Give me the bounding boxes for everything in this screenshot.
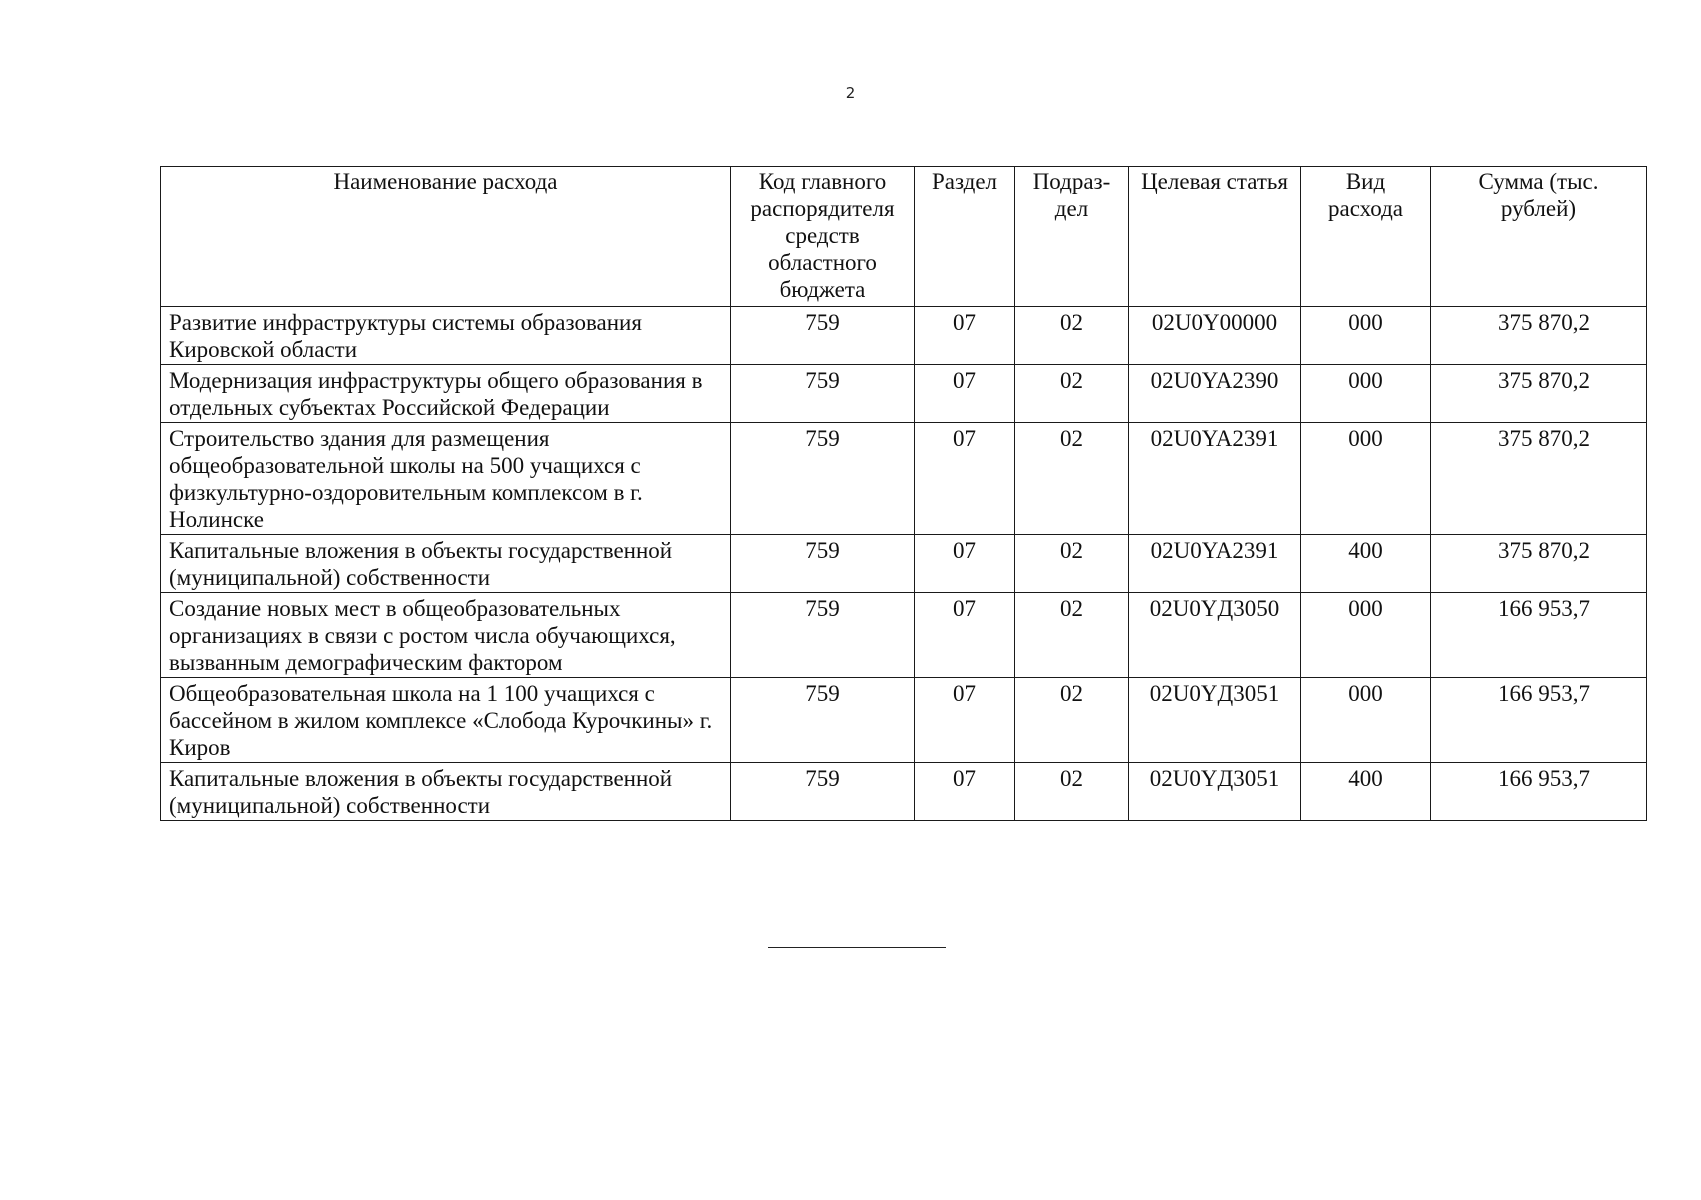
- table-row: [161, 763, 1647, 821]
- subsection-cell: 02: [1015, 763, 1129, 821]
- expense-name-cell: Создание новых мест в общеобразовательных организациях в связи с ростом числа обучающихся, вызванным демографическим фактором: [161, 593, 731, 678]
- expense-type-cell: 400: [1301, 763, 1431, 821]
- administrator-code-cell: 759: [731, 535, 915, 593]
- expense-type-cell: 000: [1301, 593, 1431, 678]
- header-chief-administrator-code: Код главного распорядителя средств областного бюджета: [731, 167, 915, 307]
- expense-type-cell: 000: [1301, 307, 1431, 365]
- administrator-code-cell: 759: [731, 593, 915, 678]
- administrator-code-cell: 759: [731, 307, 915, 365]
- end-of-document-rule: [768, 947, 946, 948]
- amount-cell: 375 870,2: [1431, 535, 1647, 593]
- target-article-cell: 02U0YД3051: [1129, 763, 1301, 821]
- section-cell: 07: [915, 593, 1015, 678]
- page-number: 2: [845, 84, 856, 102]
- target-article-cell: 02U0YA2390: [1129, 365, 1301, 423]
- subsection-cell: 02: [1015, 678, 1129, 763]
- table-header-row: [161, 167, 1647, 307]
- target-article-cell: 02U0YA2391: [1129, 423, 1301, 535]
- header-target-article: Целевая статья: [1129, 167, 1301, 307]
- expense-type-cell: 000: [1301, 423, 1431, 535]
- header-subsection: Подраз- дел: [1015, 167, 1129, 307]
- subsection-cell: 02: [1015, 535, 1129, 593]
- amount-cell: 166 953,7: [1431, 678, 1647, 763]
- section-cell: 07: [915, 678, 1015, 763]
- header-expense-type: Вид расхода: [1301, 167, 1431, 307]
- target-article-cell: 02U0YД3051: [1129, 678, 1301, 763]
- target-article-cell: 02U0Y00000: [1129, 307, 1301, 365]
- administrator-code-cell: 759: [731, 678, 915, 763]
- expense-type-cell: 400: [1301, 535, 1431, 593]
- administrator-code-cell: 759: [731, 763, 915, 821]
- header-section: Раздел: [915, 167, 1015, 307]
- section-cell: 07: [915, 307, 1015, 365]
- amount-cell: 166 953,7: [1431, 593, 1647, 678]
- table-row: [161, 423, 1647, 535]
- expense-name-cell: Модернизация инфраструктуры общего образования в отдельных субъектах Российской Федерации: [161, 365, 731, 423]
- header-amount: Сумма (тыс. рублей): [1431, 167, 1647, 307]
- table-row: [161, 593, 1647, 678]
- expense-name-cell: Капитальные вложения в объекты государственной (муниципальной) собственности: [161, 763, 731, 821]
- subsection-cell: 02: [1015, 307, 1129, 365]
- table-row: [161, 678, 1647, 763]
- expense-type-cell: 000: [1301, 365, 1431, 423]
- header-expense-name: Наименование расхода: [161, 167, 731, 307]
- administrator-code-cell: 759: [731, 365, 915, 423]
- section-cell: 07: [915, 423, 1015, 535]
- section-cell: 07: [915, 763, 1015, 821]
- subsection-cell: 02: [1015, 423, 1129, 535]
- amount-cell: 375 870,2: [1431, 307, 1647, 365]
- table-row: [161, 307, 1647, 365]
- expense-type-cell: 000: [1301, 678, 1431, 763]
- subsection-cell: 02: [1015, 365, 1129, 423]
- administrator-code-cell: 759: [731, 423, 915, 535]
- table-row: [161, 365, 1647, 423]
- target-article-cell: 02U0YД3050: [1129, 593, 1301, 678]
- expense-table: [160, 166, 1647, 821]
- target-article-cell: 02U0YA2391: [1129, 535, 1301, 593]
- amount-cell: 375 870,2: [1431, 423, 1647, 535]
- expense-name-cell: Развитие инфраструктуры системы образования Кировской области: [161, 307, 731, 365]
- section-cell: 07: [915, 365, 1015, 423]
- amount-cell: 166 953,7: [1431, 763, 1647, 821]
- table-row: [161, 535, 1647, 593]
- amount-cell: 375 870,2: [1431, 365, 1647, 423]
- expense-name-cell: Общеобразовательная школа на 1 100 учащихся с бассейном в жилом комплексе «Слобода Курочкины» г. Киров: [161, 678, 731, 763]
- expense-name-cell: Капитальные вложения в объекты государственной (муниципальной) собственности: [161, 535, 731, 593]
- section-cell: 07: [915, 535, 1015, 593]
- expense-name-cell: Строительство здания для размещения общеобразовательной школы на 500 учащихся с физкультурно-оздоровительным комплексом в г. Нолинске: [161, 423, 731, 535]
- subsection-cell: 02: [1015, 593, 1129, 678]
